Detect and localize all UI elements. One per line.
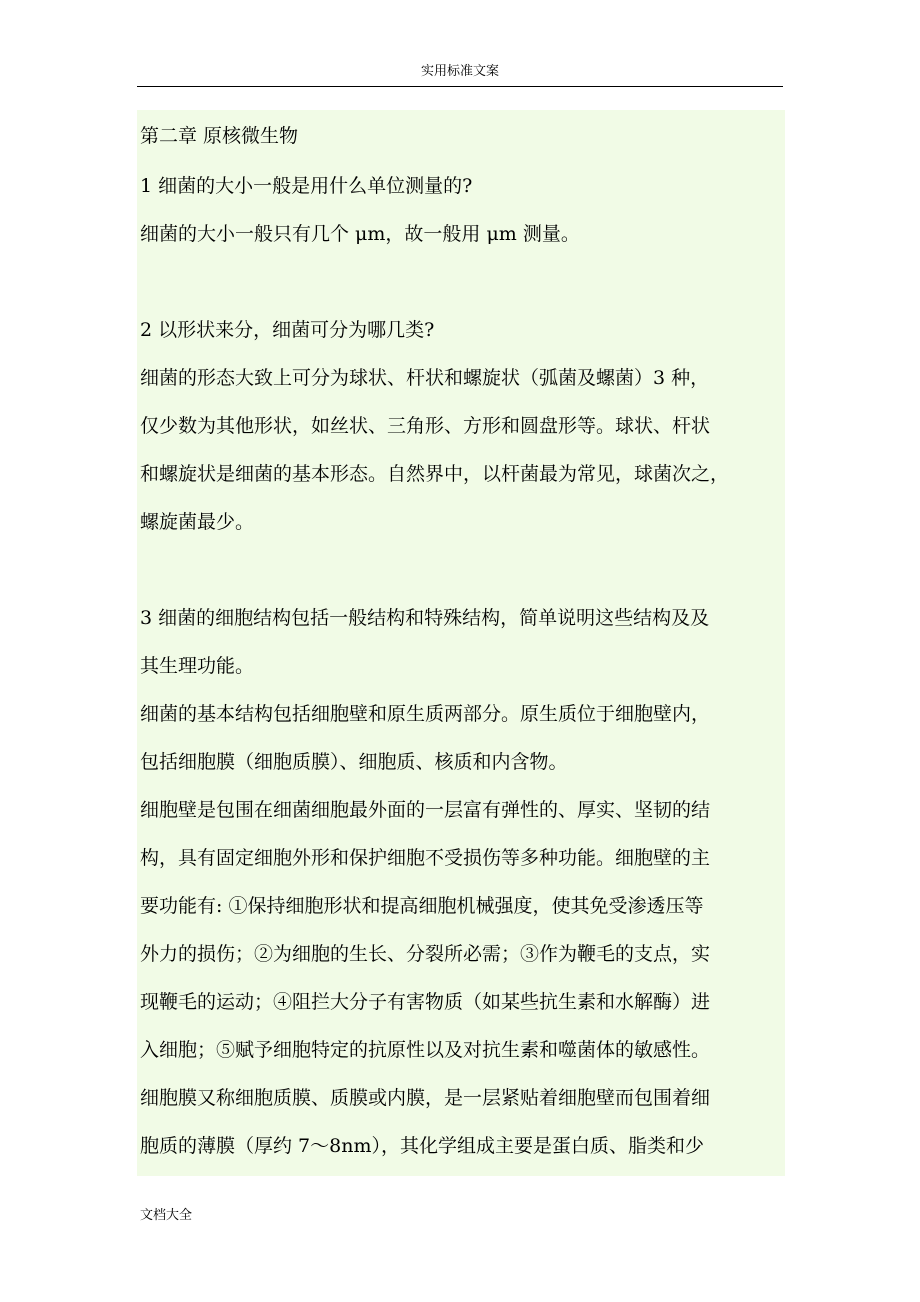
answer-3-line: 细菌的基本结构包括细胞壁和原生质两部分。原生质位于细胞壁内， xyxy=(140,703,711,725)
page-footer: 文档大全 xyxy=(140,1208,193,1223)
question-3-line: 其生理功能。 xyxy=(140,655,255,677)
cell-wall-paragraph-line: 外力的损伤；②为细胞的生长、分裂所必需；③作为鞭毛的支点，实 xyxy=(140,943,711,965)
cell-wall-paragraph-line: 构，具有固定细胞外形和保护细胞不受损伤等多种功能。细胞壁的主 xyxy=(140,847,711,869)
cell-membrane-paragraph-line: 细胞膜又称细胞质膜、质膜或内膜，是一层紧贴着细胞壁而包围着细 xyxy=(140,1087,711,1109)
chapter-title: 第二章 原核微生物 xyxy=(140,125,299,147)
answer-1-line: 细菌的大小一般只有几个 μm，故一般用 μm 测量。 xyxy=(140,223,580,245)
question-1: 1 细菌的大小一般是用什么单位测量的? xyxy=(140,175,473,197)
cell-wall-paragraph-line: 入细胞；⑤赋予细胞特定的抗原性以及对抗生素和噬菌体的敏感性。 xyxy=(140,1039,711,1061)
cell-wall-paragraph-line: 现鞭毛的运动；④阻拦大分子有害物质（如某些抗生素和水解酶）进 xyxy=(140,991,711,1013)
answer-3-line: 包括细胞膜（细胞质膜）、细胞质、核质和内含物。 xyxy=(140,751,568,773)
answer-2-line: 螺旋菌最少。 xyxy=(140,511,255,533)
answer-2-line: 和螺旋状是细菌的基本形态。自然界中，以杆菌最为常见，球菌次之， xyxy=(140,463,730,485)
answer-2-line: 仅少数为其他形状，如丝状、三角形、方形和圆盘形等。球状、杆状 xyxy=(140,415,711,437)
page-header: 实用标准文案 xyxy=(420,64,499,79)
cell-membrane-paragraph-line: 胞质的薄膜（厚约 7～8nm），其化学组成主要是蛋白质、脂类和少 xyxy=(140,1135,704,1157)
question-2: 2 以形状来分，细菌可分为哪几类? xyxy=(140,319,435,341)
cell-wall-paragraph-line: 要功能有: ①保持细胞形状和提高细胞机械强度，使其免受渗透压等 xyxy=(140,895,704,917)
content-highlight-block xyxy=(137,110,785,1176)
answer-2-line: 细菌的形态大致上可分为球状、杆状和螺旋状（弧菌及螺菌）3 种， xyxy=(140,367,710,389)
question-3-line: 3 细菌的细胞结构包括一般结构和特殊结构，简单说明这些结构及及 xyxy=(140,607,710,629)
header-rule xyxy=(137,86,783,87)
cell-wall-paragraph-line: 细胞壁是包围在细菌细胞最外面的一层富有弹性的、厚实、坚韧的结 xyxy=(140,799,711,821)
